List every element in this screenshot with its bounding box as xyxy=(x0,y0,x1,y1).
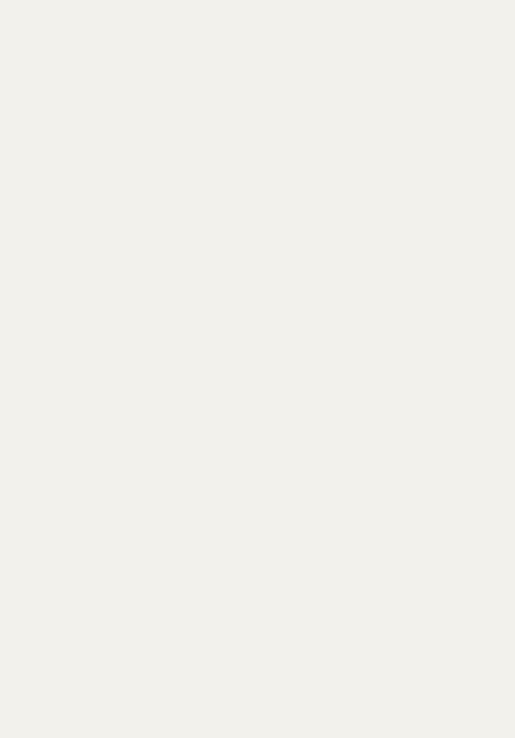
text-block-bottom xyxy=(39,382,479,700)
wavy-divider xyxy=(56,686,246,696)
text-block-top xyxy=(39,40,479,322)
